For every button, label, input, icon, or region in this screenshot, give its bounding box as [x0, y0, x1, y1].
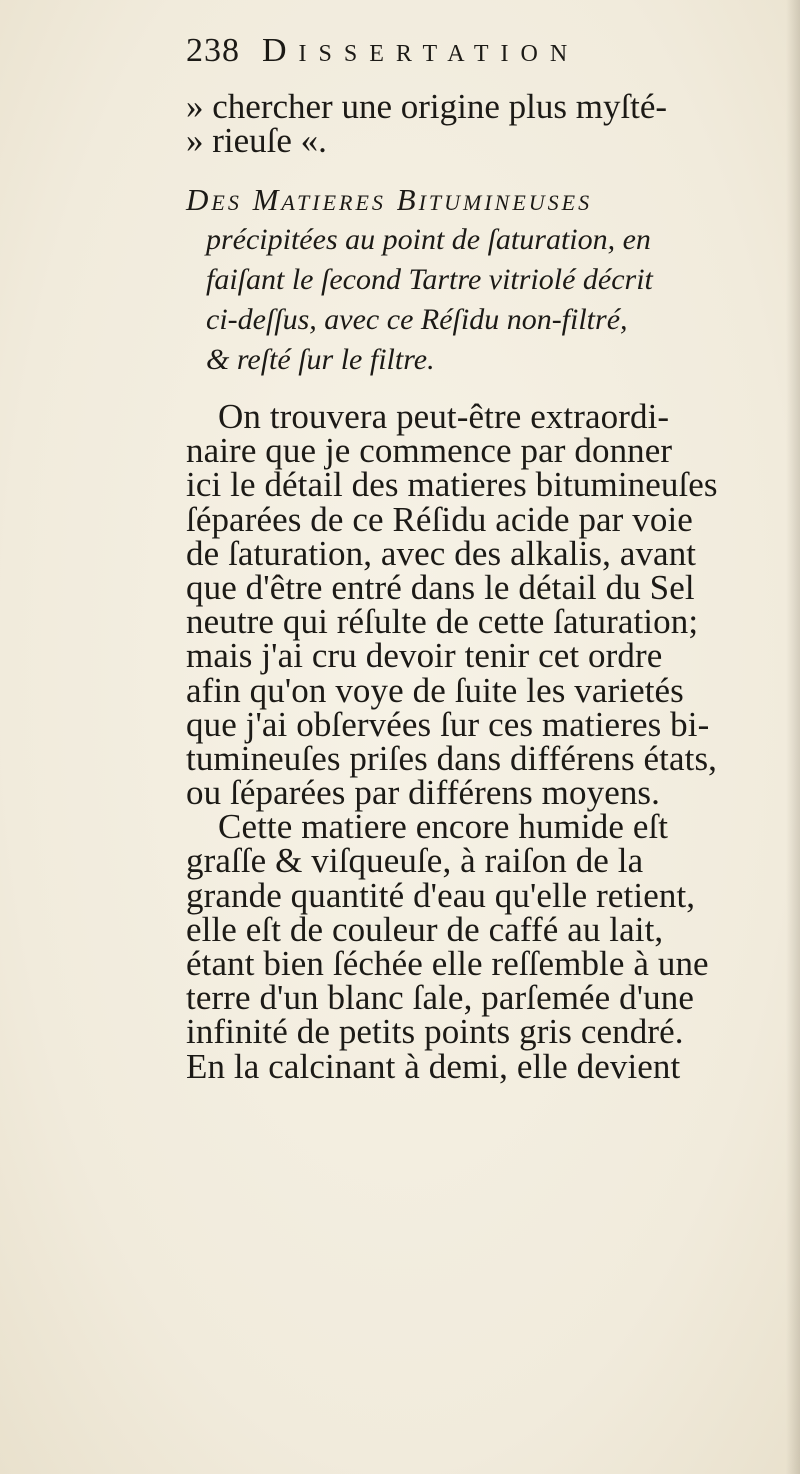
- paragraph-line: infinité de petits points gris cendré.: [186, 1012, 684, 1052]
- running-head: [186, 32, 786, 90]
- page-number: 238: [186, 32, 240, 69]
- paragraph-line: de ſaturation, avec des alkalis, avant: [186, 533, 697, 573]
- section-subtitle-line: ci-deſſus, avec ce Réſidu non-filtré,: [206, 303, 628, 336]
- continuation-line: » rieuſe «.: [186, 121, 327, 160]
- paragraph-line: que d'être entré dans le détail du Sel: [186, 567, 695, 607]
- section-subtitle-line: & reſté ſur le filtre.: [206, 343, 435, 376]
- section-title: Des Matieres Bitumineuses: [186, 182, 593, 217]
- paragraph-line: étant bien ſéchée elle reſſemble à une: [186, 944, 709, 983]
- paragraph-line: naire que je commence par donner: [186, 431, 673, 471]
- text-block: [186, 32, 786, 1084]
- paragraph-line: tumineuſes priſes dans différens états,: [186, 738, 718, 778]
- paragraph-line: Cette matiere encore humide eſt: [218, 807, 669, 847]
- paragraph-line: En la calcinant à demi, elle devient: [186, 1046, 681, 1086]
- paragraph-line: afin qu'on voye de ſuite les varietés: [186, 670, 684, 710]
- section-heading: [186, 180, 786, 380]
- paragraph-line: elle eſt de couleur de caffé au lait,: [186, 909, 664, 949]
- section-subtitle-line: faiſant le ſecond Tartre vitriolé décrit: [206, 263, 653, 296]
- paragraph-line: ou ſéparées par différens moyens.: [186, 773, 661, 813]
- paragraph-line: mais j'ai cru devoir tenir cet ordre: [186, 636, 663, 676]
- paragraph-2: [186, 807, 786, 1086]
- section-subtitle-line: précipitées au point de ſaturation, en: [206, 223, 651, 256]
- paragraph-line: que j'ai obſervées ſur ces matieres bi-: [186, 704, 710, 744]
- paragraph-line: On trouvera peut-être extraordi-: [218, 397, 670, 436]
- continuation-quote: [186, 87, 786, 160]
- paragraph-line: neutre qui réſulte de cette ſaturation;: [186, 602, 699, 642]
- paragraph-line: ſéparées de ce Réſidu acide par voie: [186, 499, 693, 539]
- paragraph-line: ici le détail des matieres bitumineuſes: [186, 465, 718, 505]
- paragraph-line: terre d'un blanc ſale, parſemée d'une: [186, 978, 695, 1018]
- running-title: Dissertation: [262, 32, 580, 69]
- paragraph-line: grande quantité d'eau qu'elle retient,: [186, 875, 696, 915]
- paragraph-1: [186, 397, 786, 813]
- paragraph-line: graſſe & viſqueuſe, à raiſon de la: [186, 841, 644, 881]
- page-edge-shadow: [786, 0, 800, 1474]
- continuation-line: » chercher une origine plus myſté-: [186, 87, 668, 126]
